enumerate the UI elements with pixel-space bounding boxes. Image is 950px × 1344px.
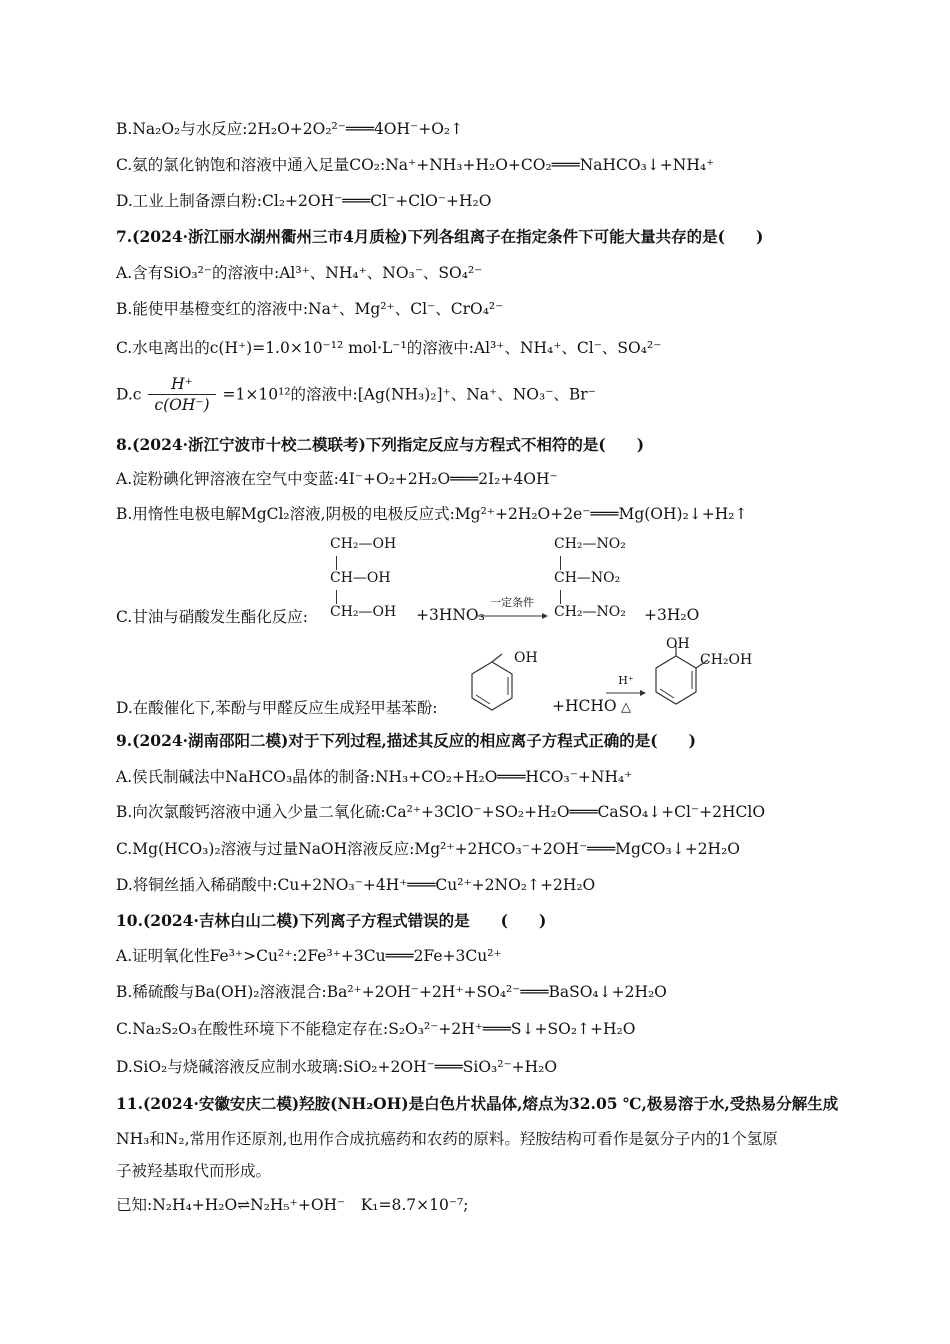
nitroglycerin-structure [554,536,654,626]
product-oh: OH [666,636,690,652]
q8c-reagent: +3HNO₃ [416,606,485,624]
q9-option-d: D.将铜丝插入稀硝酸中:Cu+2NO₃⁻+4H⁺═══Cu²⁺+2NO₂↑+2H₂O [116,876,596,894]
q8d-cond-bottom: △ [621,700,631,715]
question-11-line-2: NH₃和N₂,常用作还原剂,也用作合成抗癌药和农药的原料。羟胺结构可看作是氨分子内的1个氢原 [116,1130,778,1148]
bond-line [560,590,561,604]
question-7: 7.(2024·浙江丽水湖州衢州三市4月质检)下列各组离子在指定条件下可能大量共存的是( ) [116,227,764,246]
right-arrow-icon [606,689,646,697]
q8c-condition: 一定条件 [490,596,534,609]
nitro-row-1: CH₂—NO₂ [554,536,626,552]
question-8: 8.(2024·浙江宁波市十校二模联考)下列指定反应与方程式不相符的是( ) [116,435,645,454]
q10-option-c: C.Na₂S₂O₃在酸性环境下不能稳定存在:S₂O₃²⁻+2H⁺═══S↓+SO₂↑+H₂O [116,1020,636,1038]
line-6d: D.工业上制备漂白粉:Cl₂+2OH⁻═══Cl⁻+ClO⁻+H₂O [116,192,492,210]
product-ch2oh: CH₂OH [700,652,753,668]
q8c-arrow [476,594,548,623]
question-11-line-1: 11.(2024·安徽安庆二模)羟胺(NH₂OH)是白色片状晶体,熔点为32.05 ℃,极易溶于水,受热易分解生成 [116,1094,839,1113]
question-9: 9.(2024·湖南邵阳二模)对于下列过程,描述其反应的相应离子方程式正确的是( ) [116,731,696,750]
bond-line [336,556,337,570]
q7-option-c: C.水电离出的c(H⁺)=1.0×10⁻¹² mol·L⁻¹的溶液中:Al³⁺、NH₄⁺、Cl⁻、SO₄²⁻ [116,339,662,357]
q9-option-a: A.侯氏制碱法中NaHCO₃晶体的制备:NH₃+CO₂+H₂O═══HCO₃⁻+NH₄⁺ [116,768,633,786]
glycerol-row-2: CH—OH [330,570,391,586]
q8-option-d: D.在酸催化下,苯酚与甲醛反应生成羟甲基苯酚: [116,699,438,717]
q8c-product: +3H₂O [644,606,700,624]
q8-option-c: C.甘油与硝酸发生酯化反应: [116,608,308,626]
q7d-suffix: =1×10¹²的溶液中:[Ag(NH₃)₂]⁺、Na⁺、NO₃⁻、Br⁻ [222,385,596,404]
q7-option-d [116,374,840,415]
q8d-arrow [606,674,646,715]
q9-option-c: C.Mg(HCO₃)₂溶液与过量NaOH溶液反应:Mg²⁺+2HCO₃⁻+2OH⁻═══MgCO₃↓+2H₂O [116,840,740,858]
q7d-denominator: c(OH⁻) [154,396,210,414]
right-arrow-icon [476,612,548,620]
q8d-reagent: +HCHO [552,697,617,715]
question-11-given: 已知:N₂H₄+H₂O⇌N₂H₅⁺+OH⁻ K₁=8.7×10⁻⁷; [116,1196,469,1214]
glycerol-row-1: CH₂—OH [330,536,397,552]
bond-line [560,556,561,570]
q7-option-b: B.能使甲基橙变红的溶液中:Na⁺、Mg²⁺、Cl⁻、CrO₄²⁻ [116,300,504,318]
q10-option-b: B.稀硫酸与Ba(OH)₂溶液混合:Ba²⁺+2OH⁻+2H⁺+SO₄²⁻═══BaSO₄↓+2H₂O [116,983,667,1001]
line-6c: C.氨的氯化钠饱和溶液中通入足量CO₂:Na⁺+NH₃+H₂O+CO₂═══NaHCO₃↓+NH₄⁺ [116,156,715,174]
q9-option-b: B.向次氯酸钙溶液中通入少量二氧化硫:Ca²⁺+3ClO⁻+SO₂+H₂O═══CaSO₄↓+Cl⁻+2HClO [116,803,766,821]
q8d-cond-top: H⁺ [618,674,634,687]
q7d-numerator: H⁺ [148,374,215,395]
question-11-line-3: 子被羟基取代而形成。 [116,1162,272,1180]
line-6b: B.Na₂O₂与水反应:2H₂O+2O₂²⁻═══4OH⁻+O₂↑ [116,120,464,138]
bond-line [336,590,337,604]
q7d-fraction [148,374,215,415]
q7d-prefix: D.c [116,385,142,404]
q10-option-a: A.证明氧化性Fe³⁺>Cu²⁺:2Fe³⁺+3Cu═══2Fe+3Cu²⁺ [116,947,502,965]
glycerol-row-3: CH₂—OH [330,604,397,620]
q8-option-b: B.用惰性电极电解MgCl₂溶液,阴极的电极反应式:Mg²⁺+2H₂O+2e⁻═══Mg(OH)₂↓+H₂↑ [116,505,748,523]
q7-option-a: A.含有SiO₃²⁻的溶液中:Al³⁺、NH₄⁺、NO₃⁻、SO₄²⁻ [116,264,483,282]
nitro-row-2: CH—NO₂ [554,570,621,586]
phenol-oh: OH [514,650,538,666]
q10-option-d: D.SiO₂与烧碱溶液反应制水玻璃:SiO₂+2OH⁻═══SiO₃²⁻+H₂O [116,1058,558,1076]
question-10: 10.(2024·吉林白山二模)下列离子方程式错误的是 ( ) [116,911,547,930]
q8-option-a: A.淀粉碘化钾溶液在空气中变蓝:4I⁻+O₂+2H₂O═══2I₂+4OH⁻ [116,470,558,488]
nitro-row-3: CH₂—NO₂ [554,604,626,620]
